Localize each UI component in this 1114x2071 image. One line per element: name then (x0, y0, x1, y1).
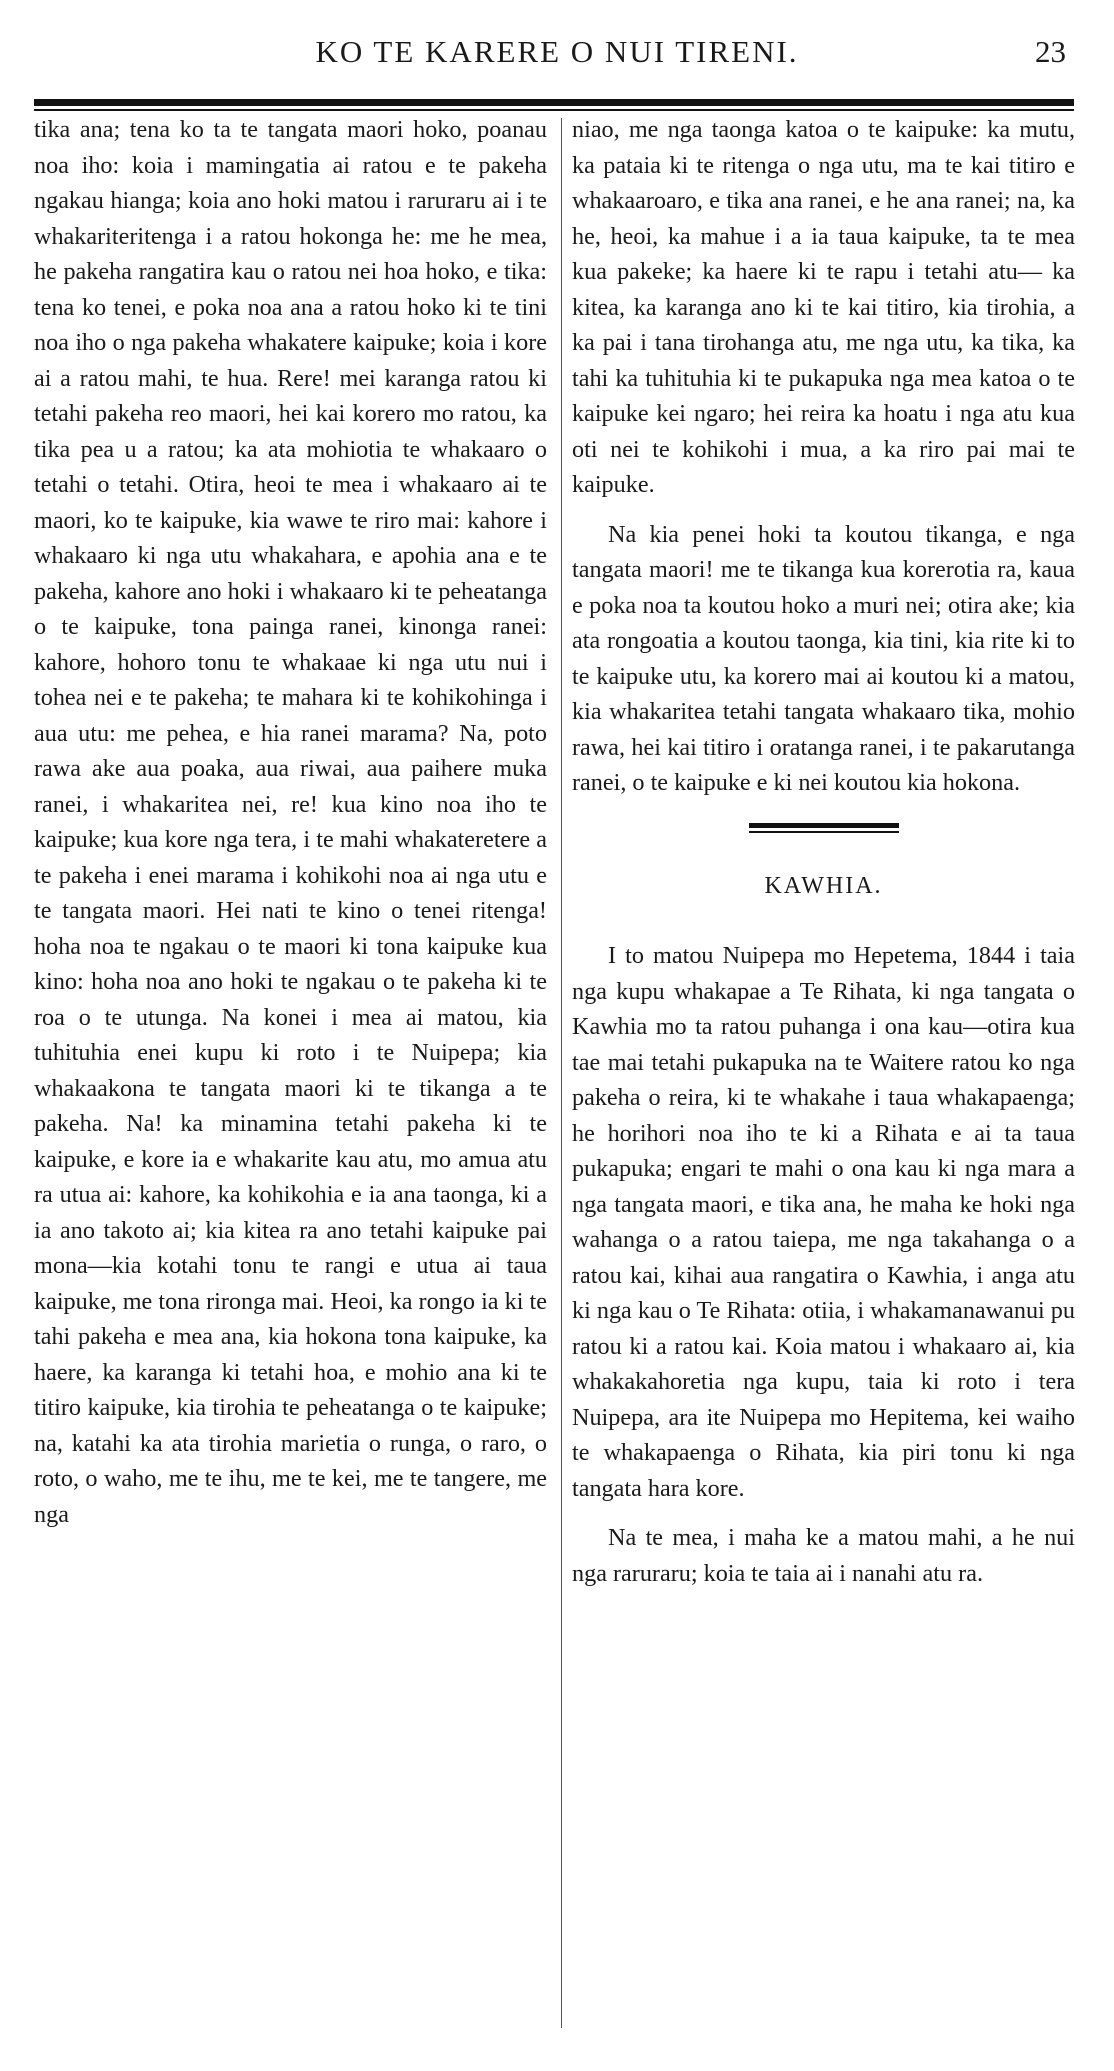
column-divider (561, 118, 562, 2028)
header-rule-thick (34, 99, 1074, 106)
page-header (0, 32, 1114, 72)
page-number: 23 (1035, 34, 1066, 69)
newspaper-title: KO TE KARERE O NUI TIRENI. (315, 34, 799, 69)
left-column (34, 112, 547, 1532)
right-column (572, 112, 1075, 1591)
header-rule-thin (34, 109, 1074, 111)
right-paragraph-2: Na kia penei hoki ta koutou tikanga, e nga tangata maori! me te tikanga kua korerotia ra, kaua e poka noa ta koutou hoko a muri nei; otira ake; kia ata rongoatia a koutou taonga, kia tini, kia rite ki to te kaipuke utu, ka korero mai ai koutou ki a matou, kia whakaritea tetahi tangata whakaaro tika, mohio rawa, hei kai titiro i oratanga ranei, i te pakarutanga ranei, o te kaipuke e ki nei koutou kia hokona. (572, 520, 1075, 796)
left-paragraph-1: tika ana; tena ko ta te tangata maori hoko, poanau noa iho: koia i mamingatia ai ratou e te pakeha ngakau hianga; koia ano hoki matou i raruraru ai i te whakariteritenga i a ratou hokonga he: me he mea, he pakeha rangatira kau o ratou nei hoa hoko, e tika: tena ko tenei, e poka noa ana a ratou hoko ki te tini noa iho o nga pakeha whakatere kaipuke; koia i kore ai a ratou mahi, te hua. Rere! mei karanga ratou ki tetahi pakeha reo maori, hei kai korero mo ratou, ka tika pea u a ratou; ka ata mohiotia te whakaaro o tetahi o tetahi. Otira, heoi te mea i whakaaro ai te maori, ko te kaipuke, kia wawe te riro mai: kahore i whakaaro ki nga utu whakahara, e apohia ana e te pakeha, kahore ano hoki i whakaaro ki te peheatanga o te kaipuke, tona painga ranei, kinonga ranei: kahore, hohoro tonu te whakaae ki nga utu nui i tohea nei e te pakeha; te mahara ki te kohikohinga i aua utu: me pehea, e hia ranei marama? Na, poto rawa ake aua poaka, aua riwai, aua paihere muka ranei, i whakaritea nei, re! kua kino noa iho te kaipuke; kua kore nga tera, i te mahi whakateretere a te pakeha i enei marama i kohikohi noa ai nga utu e te tangata maori. Hei nati te kino o tenei ritenga! hoha noa te ngakau o te maori ki tona kaipuke kua kino: hoha noa ano hoki te ngakau o te pakeha ki te roa o te utunga. Na konei i mea ai matou, kia tuhituhia enei kupu ki roto i te Nuipepa; kia whakaakona te tangata maori ki te tikanga a te pakeha. Na! ka minamina tetahi pakeha ki te kaipuke, e kore ia e whakarite kau atu, mo amua atu ra utua ai: kahore, ka kohikohia e ia ana taonga, ki a ia ano takoto ai; kia kitea ra ano tetahi kaipuke pai mona—kia kotahi tonu te rangi e utua ai taua kaipuke, me tona rironga mai. Heoi, ka rongo ia ki te tahi pakeha e mea ana, kia hokona tona kaipuke, ka haere, ka karanga ki tetahi hoa, e mohio ana ki te titiro kaipuke, kia tirohia te peheatanga o te kaipuke; na, katahi ka ata tirohia marietia o runga, o raro, o roto, o waho, me te ihu, me te kei, me te tangere, me nga (34, 116, 547, 1528)
section-heading-kawhia: KAWHIA. (764, 872, 883, 899)
kawhia-paragraph-2: Na te mea, i maha ke a matou mahi, a he nui nga raruraru; koia te taia ai i nanahi atu ra. (572, 1524, 1075, 1587)
kawhia-paragraph-1: I to matou Nuipepa mo Hepetema, 1844 i taia nga kupu whakapae a Te Rihata, ki nga tangata o Kawhia mo ta ratou puhanga i ona kau—otira kua tae mai tetahi pukapuka na te Waitere ratou ko nga pakeha o reira, ki te whakahe i taua whakapaenga; he horihori noa iho te ki a Rihata e ai ta taua pukapuka; engari te mahi o ona kau ki nga mara a nga tangata maori, e tika ana, he maha ke hoki nga wahanga o a ratou taiepa, me nga takahanga o a ratou kai, kihai aua rangatira o Kawhia, i anga atu ki nga kau o Te Rihata: otiia, i whakamanawanui pu ratou ki a ratou kai. Koia matou i whakaaro ai, kia whakakahoretia nga kupu, taia ki roto i tera Nuipepa, ara ite Nuipepa mo Hepitema, kei waiho te whakapaenga o Rihata, kia piri tonu ki nga tangata hara kore. (572, 942, 1075, 1502)
right-paragraph-1: niao, me nga taonga katoa o te kaipuke: ka mutu, ka pataia ki te ritenga o nga utu, ma te kai titiro e whakaaroaro, e tika ana ranei, e he ana ranei; na, ka he, heoi, ka mahue i a ia taua kaipuke, ta te mea kua pakeke; ka haere ki te rapu i tetahi atu— ka kitea, ka karanga ano ki te kai titiro, kia tirohia, a ka pai i tana tirohanga atu, me nga utu, ka tika, ka tahi ka tuhituhia ki te pukapuka nga mea katoa o te kaipuke kei ngaro; hei reira ka hoatu i nga atu kua oti nei te kohikohi i mua, a ka riro pai mai te kaipuke. (572, 116, 1075, 498)
section-divider-rule (749, 823, 899, 833)
